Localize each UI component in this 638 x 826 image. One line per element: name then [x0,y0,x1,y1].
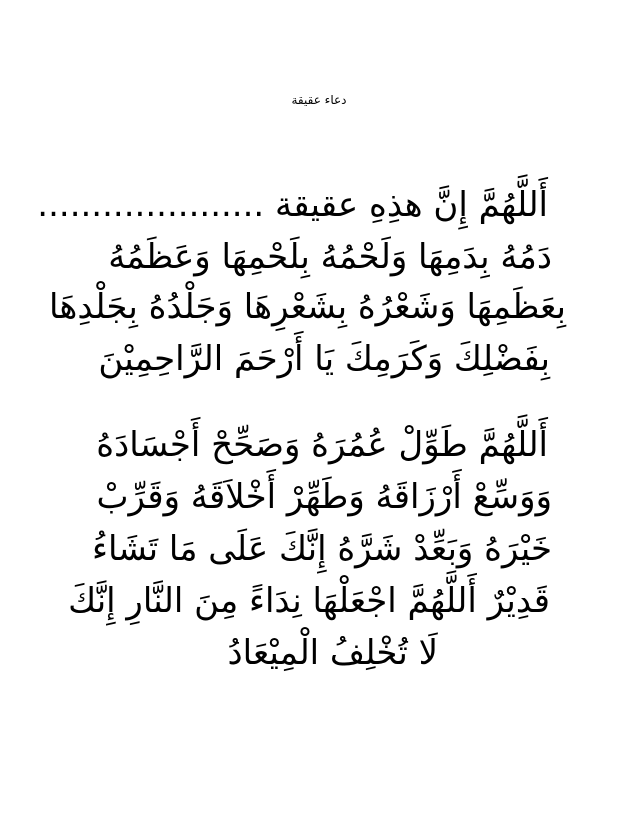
prayer-line-9: لَا تُخْلِفُ الْمِيْعَادُ [227,633,438,673]
page-title: دعاء عقيقة [291,93,347,107]
prayer-line-5: أَللَّهُمَّ طَوِّلْ عُمُرَهُ وَصَحِّحْ أَجْسَادَهُ [96,425,548,465]
prayer-line-2: دَمُهُ بِدَمِهَا وَلَحْمُهُ بِلَحْمِهَا وَعَظَمُهُ [108,237,552,277]
prayer-line-8: قَدِيْرٌ أَللَّهُمَّ اجْعَلْهَا نِدَاءً مِنَ النَّارِ إِنَّكَ [68,581,550,621]
prayer-line-6: وَوَسِّعْ أَرْزَاقَهُ وَطَهِّرْ أَخْلاَقَهُ وَقَرِّبْ [96,477,552,517]
prayer-line-3: بِعَظَمِهَا وَشَعْرُهُ بِشَعْرِهَا وَجَلْدُهُ بِجَلْدِهَا [49,287,566,327]
prayer-line-1: أَللَّهُمَّ إِنَّ هذِهِ عقيقة ..................... [37,185,548,225]
prayer-line-7: خَيْرَهُ وَبَعِّدْ شَرَّهُ إِنَّكَ عَلَى مَا تَشَاءُ [91,529,552,569]
prayer-line-4: بِفَضْلِكَ وَكَرَمِكَ يَا أَرْحَمَ الرَّاحِمِيْنَ [98,339,550,379]
